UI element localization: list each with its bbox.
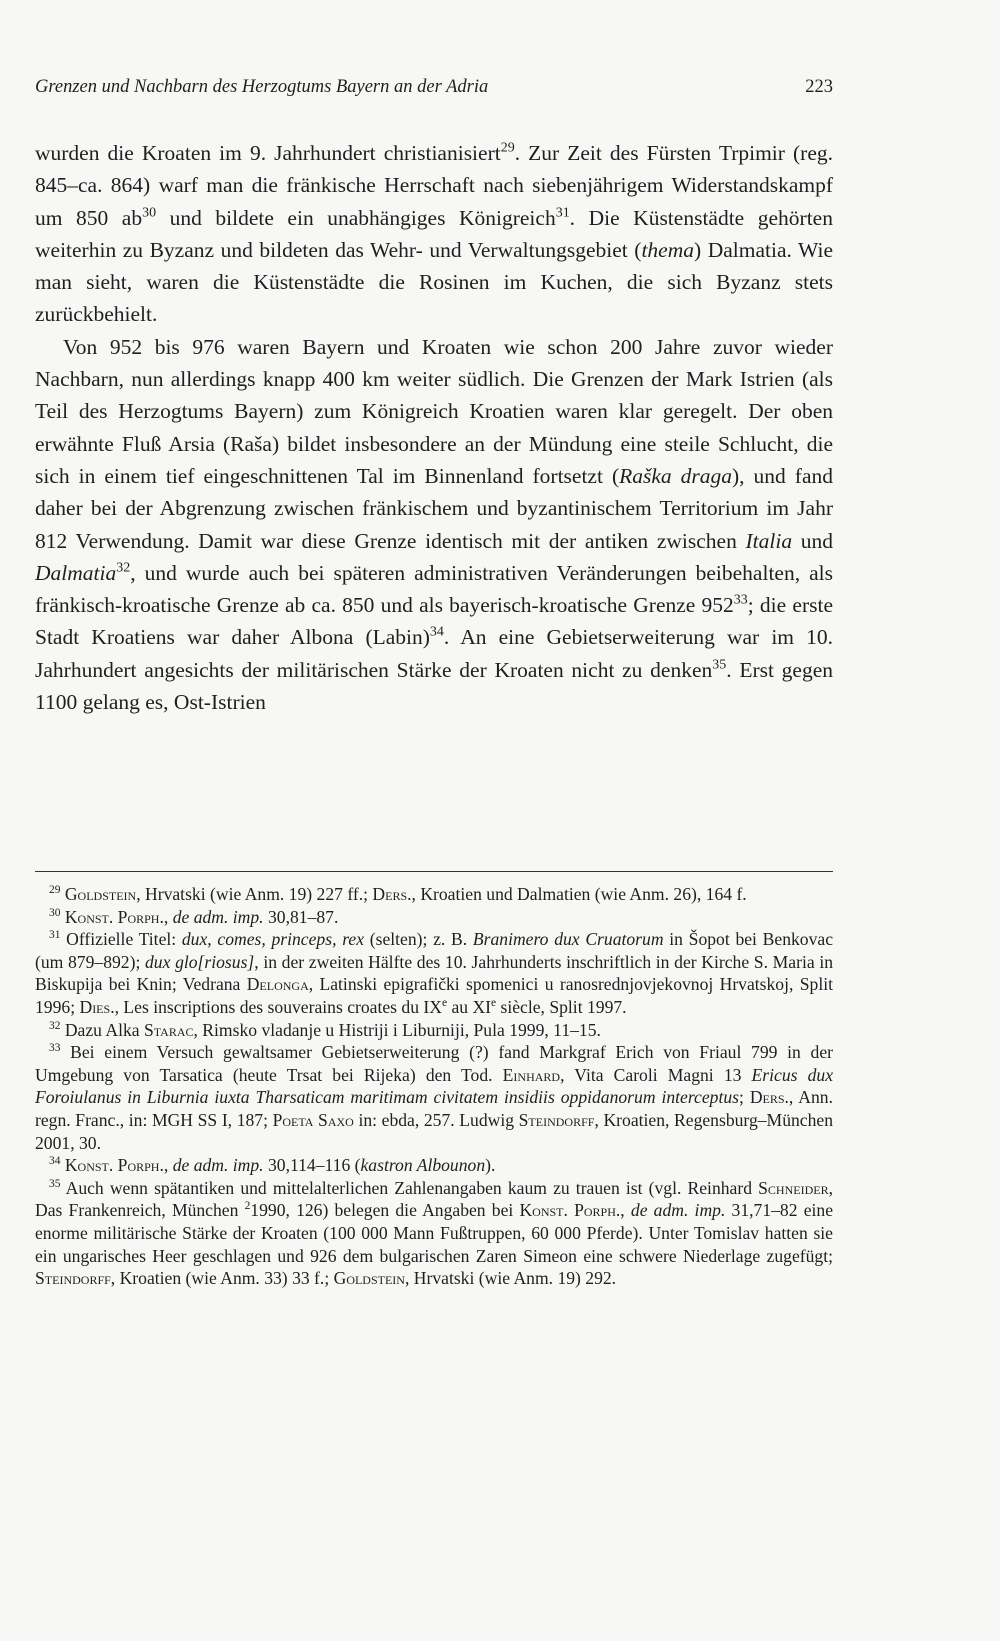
footnote-divider <box>35 871 833 872</box>
main-text <box>35 137 833 718</box>
footnote-ref[interactable]: 35 <box>712 657 727 673</box>
footnotes <box>35 883 833 1290</box>
footnote-35: $^{35}$ Auch wenn spätantiken und mittelalterlichen Zahlenangaben kaum zu trauen ist (vgl. Reinhard Schneider, Das Frankenreich, München $^2$1990, 126) belegen die Angaben bei Konst. Porph., de adm. imp. 31,71–82 eine enorme militärische Stärke der Kroaten (100 000 Mann Fußtruppen, 60 000 Pferde). Unter Tomislav hatten sie ein ungarisches Heer geschlagen und 926 dem bulgarischen Zaren Simeon eine schwere Niederlage zugefügt; Steindorff, Kroatien (wie Anm. 33) 33 f.; Goldstein, Hrvatski (wie Anm. 19) 292. <box>35 1177 834 1289</box>
footnote-ref[interactable]: 33 <box>733 592 748 608</box>
footnote-31: $^{31}$ Offizielle Titel: dux, comes, princeps, rex (selten); z. B. Branimero dux Cruatorum in Šopot bei Benkovac (um 879–892); dux glo[riosus], in der zweiten Hälfte des 10. Jahrhunderts inschriftlich in der Kirche S. Maria in Biskupija bei Knin; Vedrana Delonga, Latinski epigrafički spomenici u ranosrednjovjekovnoj Hrvatskoj, Split 1996; Dies., Les inscriptions des souverains croates du IXe au XIe siècle, Split 1997. <box>35 929 834 1017</box>
footnote-ref[interactable]: 29 <box>500 140 515 156</box>
footnote-ref[interactable]: 32 <box>116 560 131 576</box>
footnote-29: $^{29}$ Goldstein, Hrvatski (wie Anm. 19) 227 ff.; Ders., Kroatien und Dalmatien (wie Anm. 26), 164 f. <box>49 884 747 904</box>
footnote-32: $^{32}$ Dazu Alka Starac, Rimsko vladanje u Histriji i Liburniji, Pula 1999, 11–15. <box>49 1019 601 1040</box>
footnote-ref[interactable]: 31 <box>555 205 570 221</box>
footnote-ref[interactable]: 34 <box>429 625 444 641</box>
footnote-33: $^{33}$ Bei einem Versuch gewaltsamer Gebietserweiterung (?) fand Markgraf Erich von Friaul 799 in der Umgebung von Tarsatica (heute Trsat bei Rijeka) den Tod. Einhard, Vita Caroli Magni 13 Ericus dux Foroiulanus in Liburnia iuxta Tharsaticam maritimam civitatem insidiis oppidanorum interceptus; Ders., Ann. regn. Franc., in: MGH SS I, 187; Poeta Saxo in: ebda, 257. Ludwig Steindorff, Kroatien, Regensburg–München 2001, 30. <box>35 1042 834 1153</box>
running-title: Grenzen und Nachbarn des Herzogtums Bayern an der Adria <box>35 77 489 97</box>
running-header <box>35 76 833 98</box>
footnote-30: $^{30}$ Konst. Porph., de adm. imp. 30,81–87. <box>49 906 339 927</box>
paragraph: Von 952 bis 976 waren Bayern und Kroaten wie schon 200 Jahre zuvor wieder Nachbarn, nun allerdings knapp 400 km weiter südlich. Die Grenzen der Mark Istrien (als Teil des Herzogtums Bayern) zum Königreich Kroatien waren klar geregelt. Der oben erwähnte Fluß Arsia (Raša) bildet insbesondere an der Mündung eine steile Schlucht, die sich in einem tief eingeschnittenen Tal im Binnenland fortsetzt (Raška draga), und fand daher bei der Abgrenzung zwischen fränkischem und byzantinischem Territorium im Jahr 812 Verwendung. Damit war diese Grenze identisch mit der antiken zwischen Italia und Dalmatia$^{32}$, und wurde auch bei späteren administrativen Veränderungen beibehalten, als fränkisch-kroatische Grenze ab ca. 850 und als bayerisch-kroatische Grenze $952^{33}$; die erste Stadt Kroatiens war daher Albona (Labin)$^{34}$. An eine Gebietserweiterung war im 10. Jahrhundert angesichts der militärischen Stärke der Kroaten nicht zu denken$^{35}$. Erst gegen 1100 gelang es, Ost-Istrien <box>35 334 834 715</box>
footnote-ref[interactable]: 30 <box>142 205 157 221</box>
page-number: 223 <box>805 77 833 97</box>
footnote-34: $^{34}$ Konst. Porph., de adm. imp. 30,114–116 (kastron Albounon). <box>49 1155 496 1176</box>
paragraph: wurden die Kroaten im 9. Jahrhundert christianisiert$^{29}$. Zur Zeit des Fürsten Trpimir (reg. 845–ca. 864) warf man die fränkische Herrschaft nach siebenjährigem Widerstandskampf um 850 $ab^{30}$ und bildete ein unabhängiges Königreich$^{31}$. Die Küstenstädte gehörten weiterhin zu Byzanz und bildeten das Wehr- und Verwaltungsgebiet (thema) Dalmatia. Wie man sieht, waren die Küstenstädte die Rosinen im Kuchen, die sich Byzanz stets zurückbehielt. <box>35 140 833 327</box>
